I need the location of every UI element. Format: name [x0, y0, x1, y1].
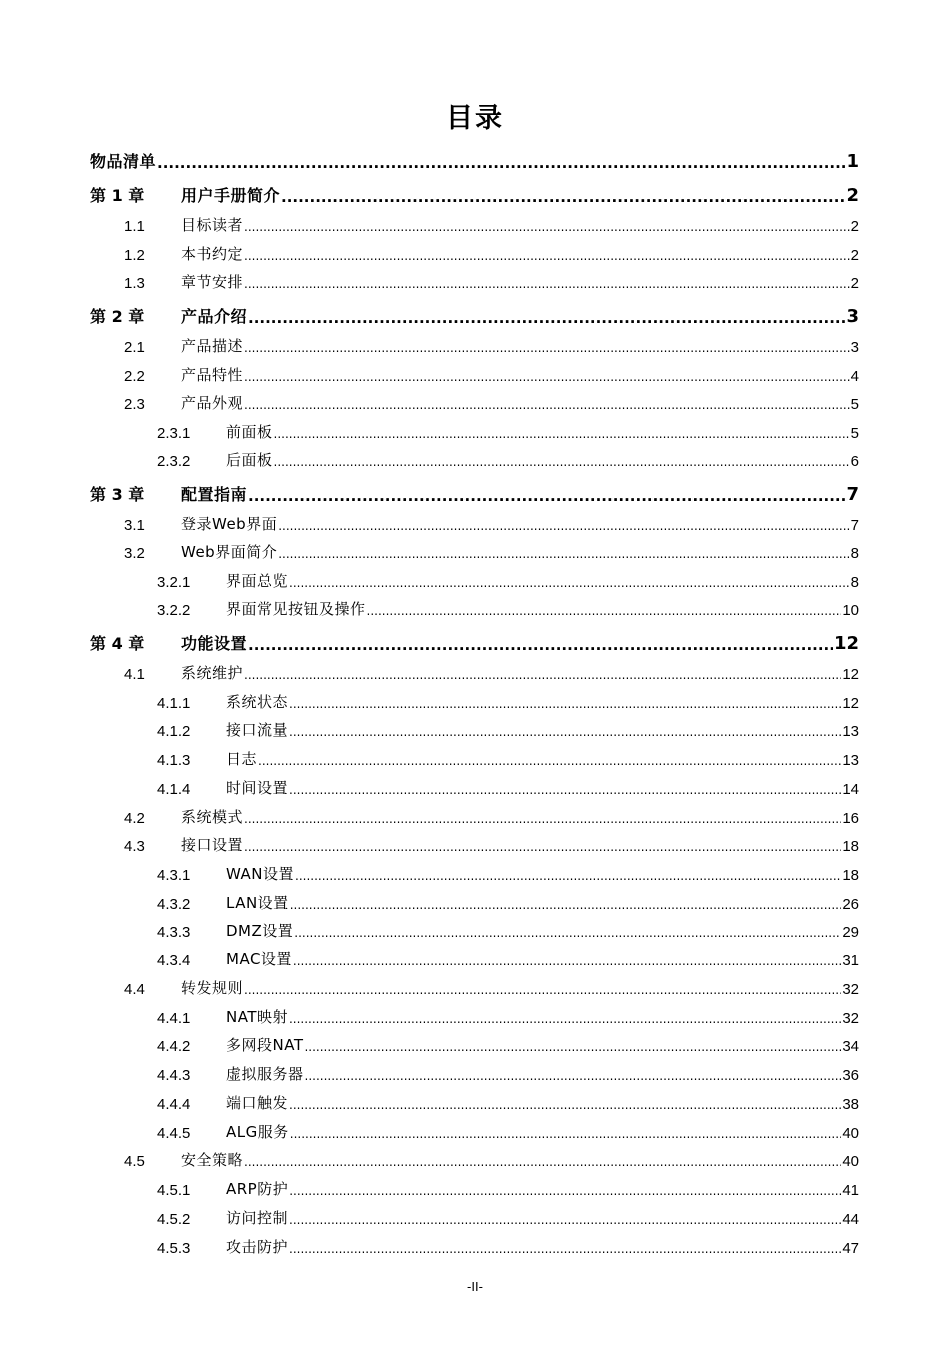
- toc-entry[interactable]: [90, 774, 859, 798]
- toc-entry-title: 产品特性: [181, 366, 244, 384]
- toc-leader-dots: [244, 1152, 841, 1170]
- toc-entry-page: 13: [842, 723, 859, 740]
- toc-entry-title: 访问控制: [226, 1209, 289, 1227]
- toc-entry[interactable]: [90, 745, 859, 769]
- toc-entry-number: 4.4.5: [157, 1125, 191, 1142]
- toc-entry-number: 4.4: [124, 981, 145, 998]
- toc-entry-page: 12: [842, 695, 859, 712]
- toc-entry-number: 4.4.2: [157, 1038, 191, 1055]
- toc-entry-title: 物品清单: [90, 152, 157, 171]
- toc-entry-number: 4.1.1: [157, 695, 191, 712]
- toc-entry-page: 40: [842, 1153, 859, 1170]
- toc-entry[interactable]: [90, 889, 859, 913]
- toc-entry-number: 第 4 章: [90, 634, 145, 653]
- toc-leader-dots: [248, 486, 845, 505]
- toc-entry-number: 1.2: [124, 247, 145, 264]
- toc-entry-title: 日志: [226, 750, 258, 768]
- toc-entry-title: 产品描述: [181, 337, 244, 355]
- toc-entry[interactable]: [90, 1031, 859, 1055]
- toc-entry-number: 4.1: [124, 666, 145, 683]
- toc-entry[interactable]: [90, 860, 859, 884]
- toc-entry-number: 4.3.4: [157, 952, 191, 969]
- toc-entry-page: 38: [842, 1096, 859, 1113]
- toc-leader-dots: [274, 424, 850, 442]
- toc-entry[interactable]: [90, 1089, 859, 1113]
- toc-leader-dots: [289, 1210, 841, 1228]
- toc-entry[interactable]: [90, 361, 859, 385]
- toc-entry-number: 3.2.2: [157, 602, 191, 619]
- toc-leader-dots: [244, 980, 841, 998]
- toc-leader-dots: [258, 751, 841, 769]
- toc-entry[interactable]: [90, 831, 859, 855]
- page-title: 目录: [446, 103, 504, 134]
- toc-entry[interactable]: [90, 1060, 859, 1084]
- toc-leader-dots: [289, 1181, 841, 1199]
- toc-entry[interactable]: [90, 446, 859, 470]
- toc-entry-page: 36: [842, 1067, 859, 1084]
- toc-leader-dots: [294, 923, 841, 941]
- toc-entry-title: ALG服务: [226, 1123, 289, 1141]
- toc-leader-dots: [305, 1066, 842, 1084]
- toc-entry-title: 界面总览: [226, 572, 289, 590]
- toc-entry[interactable]: [90, 1118, 859, 1142]
- toc-leader-dots: [274, 452, 850, 470]
- toc-entry[interactable]: [90, 917, 859, 941]
- toc-leader-dots: [289, 1009, 841, 1027]
- toc-entry-title: 接口设置: [181, 836, 244, 854]
- toc-entry[interactable]: [90, 418, 859, 442]
- toc-entry-page: 2: [850, 247, 859, 264]
- toc-entry-title: NAT映射: [226, 1008, 288, 1026]
- toc-entry-title: 系统模式: [181, 808, 244, 826]
- toc-entry-page: 32: [842, 981, 859, 998]
- toc-entry-title: 产品外观: [181, 394, 244, 412]
- toc-entry-number: 2.1: [124, 339, 145, 356]
- toc-entry[interactable]: [90, 803, 859, 827]
- toc-leader-dots: [244, 217, 850, 235]
- toc-entry-title: 攻击防护: [226, 1238, 289, 1256]
- toc-entry[interactable]: [90, 974, 859, 998]
- toc-leader-dots: [244, 665, 841, 683]
- toc-entry[interactable]: [90, 303, 859, 327]
- toc-entry-number: 4.3.2: [157, 896, 191, 913]
- toc-leader-dots: [244, 395, 850, 413]
- toc-entry-page: 44: [842, 1211, 859, 1228]
- toc-leader-dots: [293, 951, 841, 969]
- toc-entry-page: 2: [850, 275, 859, 292]
- toc-entry-title: 转发规则: [181, 979, 244, 997]
- toc-leader-dots: [290, 895, 842, 913]
- toc-leader-dots: [289, 694, 841, 712]
- toc-entry-page: 5: [850, 425, 859, 442]
- toc-entry[interactable]: [90, 595, 859, 619]
- toc-entry-title: 功能设置: [181, 634, 248, 653]
- toc-entry-number: 4.2: [124, 810, 145, 827]
- toc-leader-dots: [244, 246, 850, 264]
- toc-entry-number: 2.3.2: [157, 453, 191, 470]
- toc-entry-page: 7: [846, 484, 859, 505]
- toc-entry-page: 10: [842, 602, 859, 619]
- toc-entry-number: 4.1.2: [157, 723, 191, 740]
- toc-entry[interactable]: [90, 182, 859, 206]
- page-number-footer: -II-: [467, 1279, 483, 1294]
- toc-entry-page: 1: [846, 151, 859, 172]
- toc-leader-dots: [157, 153, 845, 172]
- toc-entry-title: 用户手册简介: [181, 186, 281, 205]
- toc-entry[interactable]: [90, 688, 859, 712]
- toc-entry-title: 接口流量: [226, 721, 289, 739]
- toc-entry-page: 4: [850, 368, 859, 385]
- toc-entry-number: 第 3 章: [90, 485, 145, 504]
- toc-entry-page: 40: [842, 1125, 859, 1142]
- toc-entry-number: 3.1: [124, 517, 145, 534]
- toc-leader-dots: [281, 187, 845, 206]
- toc-entry[interactable]: [90, 567, 859, 591]
- toc-leader-dots: [304, 1037, 841, 1055]
- toc-entry[interactable]: [90, 481, 859, 505]
- toc-entry-page: 13: [842, 752, 859, 769]
- toc-entry-page: 18: [842, 867, 859, 884]
- toc-entry-title: 配置指南: [181, 485, 248, 504]
- toc-leader-dots: [289, 1095, 841, 1113]
- toc-entry-number: 4.5: [124, 1153, 145, 1170]
- toc-entry-number: 1.1: [124, 218, 145, 235]
- toc-entry-title: 界面常见按钮及操作: [226, 600, 366, 618]
- toc-entry-title: 安全策略: [181, 1151, 244, 1169]
- toc-entry-page: 5: [850, 396, 859, 413]
- toc-entry-page: 31: [842, 952, 859, 969]
- toc-entry-page: 47: [842, 1240, 859, 1257]
- toc-entry-page: 29: [842, 924, 859, 941]
- toc-leader-dots: [278, 544, 849, 562]
- toc-leader-dots: [278, 516, 849, 534]
- toc-leader-dots: [289, 1239, 841, 1257]
- toc-entry-page: 18: [842, 838, 859, 855]
- toc-entry-number: 4.5.2: [157, 1211, 191, 1228]
- toc-entry-page: 26: [842, 896, 859, 913]
- toc-entry-page: 3: [846, 306, 859, 327]
- toc-entry[interactable]: [90, 1204, 859, 1228]
- toc-entry-title: 端口触发: [226, 1094, 289, 1112]
- toc-entry-page: 34: [842, 1038, 859, 1055]
- toc-entry-title: 时间设置: [226, 779, 289, 797]
- toc-entry-page: 32: [842, 1010, 859, 1027]
- toc-entry[interactable]: [90, 538, 859, 562]
- toc-entry-number: 1.3: [124, 275, 145, 292]
- toc-entry[interactable]: [90, 659, 859, 683]
- toc-entry-number: 2.2: [124, 368, 145, 385]
- toc-entry-number: 4.5.1: [157, 1182, 191, 1199]
- toc-leader-dots: [295, 866, 841, 884]
- toc-leader-dots: [289, 573, 850, 591]
- toc-entry-page: 14: [842, 781, 859, 798]
- toc-entry-number: 4.1.4: [157, 781, 191, 798]
- toc-leader-dots: [290, 1124, 842, 1142]
- toc-entry-number: 4.5.3: [157, 1240, 191, 1257]
- toc-entry-number: 3.2: [124, 545, 145, 562]
- toc-entry-number: 2.3: [124, 396, 145, 413]
- toc-entry[interactable]: [90, 268, 859, 292]
- toc-entry-page: 3: [850, 339, 859, 356]
- toc-entry-page: 41: [842, 1182, 859, 1199]
- toc-entry[interactable]: [90, 332, 859, 356]
- toc-leader-dots: [244, 367, 850, 385]
- toc-entry-title: 系统状态: [226, 693, 289, 711]
- toc-entry-page: 12: [833, 633, 859, 654]
- toc-entry-title: 章节安排: [181, 273, 244, 291]
- toc-leader-dots: [367, 601, 842, 619]
- toc-entry-page: 2: [850, 218, 859, 235]
- toc-entry-number: 第 1 章: [90, 186, 145, 205]
- toc-entry-title: MAC设置: [226, 950, 292, 968]
- toc-entry[interactable]: [90, 211, 859, 235]
- toc-entry-number: 4.4.3: [157, 1067, 191, 1084]
- toc-entry[interactable]: [90, 1233, 859, 1257]
- toc-leader-dots: [289, 722, 841, 740]
- toc-entry-title: 登录Web界面: [181, 515, 278, 533]
- toc-entry[interactable]: [90, 1003, 859, 1027]
- toc-entry-title: 后面板: [226, 451, 273, 469]
- toc-entry-page: 6: [850, 453, 859, 470]
- toc-entry[interactable]: [90, 510, 859, 534]
- toc-entry-title: 目标读者: [181, 216, 244, 234]
- toc-entry-number: 4.1.3: [157, 752, 191, 769]
- toc-entry-page: 16: [842, 810, 859, 827]
- toc-entry-number: 2.3.1: [157, 425, 191, 442]
- toc-entry-number: 4.3.3: [157, 924, 191, 941]
- toc-entry[interactable]: [90, 716, 859, 740]
- toc-entry[interactable]: [90, 148, 859, 172]
- toc-entry-page: 7: [850, 517, 859, 534]
- toc-entry-page: 8: [850, 545, 859, 562]
- toc-entry-number: 4.3: [124, 838, 145, 855]
- toc-entry-title: DMZ设置: [226, 922, 294, 940]
- toc-entry[interactable]: [90, 630, 859, 654]
- toc-leader-dots: [289, 780, 841, 798]
- toc-entry-title: 产品介绍: [181, 307, 248, 326]
- toc-entry[interactable]: [90, 945, 859, 969]
- toc-entry-title: 多网段NAT: [226, 1036, 304, 1054]
- toc-entry-number: 4.4.1: [157, 1010, 191, 1027]
- toc-entry-title: Web界面简介: [181, 543, 278, 561]
- toc-entry-title: WAN设置: [226, 865, 294, 883]
- toc-entry-number: 4.4.4: [157, 1096, 191, 1113]
- toc-entry-title: LAN设置: [226, 894, 289, 912]
- toc-entry-title: ARP防护: [226, 1180, 289, 1198]
- toc-entry-title: 本书约定: [181, 245, 244, 263]
- toc-leader-dots: [244, 837, 841, 855]
- toc-entry-number: 3.2.1: [157, 574, 191, 591]
- toc-leader-dots: [244, 809, 841, 827]
- toc-entry-number: 4.3.1: [157, 867, 191, 884]
- toc-entry[interactable]: [90, 1146, 859, 1170]
- toc-entry-number: 第 2 章: [90, 307, 145, 326]
- toc-entry[interactable]: [90, 1175, 859, 1199]
- toc-leader-dots: [248, 635, 833, 654]
- toc-entry[interactable]: [90, 240, 859, 264]
- toc-entry-page: 2: [846, 185, 859, 206]
- toc-entry[interactable]: [90, 389, 859, 413]
- toc-leader-dots: [244, 274, 850, 292]
- toc-entry-title: 系统维护: [181, 664, 244, 682]
- toc-entry-page: 8: [850, 574, 859, 591]
- toc-leader-dots: [244, 338, 850, 356]
- toc-leader-dots: [248, 308, 845, 327]
- toc-entry-page: 12: [842, 666, 859, 683]
- toc-entry-title: 前面板: [226, 423, 273, 441]
- toc-entry-title: 虚拟服务器: [226, 1065, 304, 1083]
